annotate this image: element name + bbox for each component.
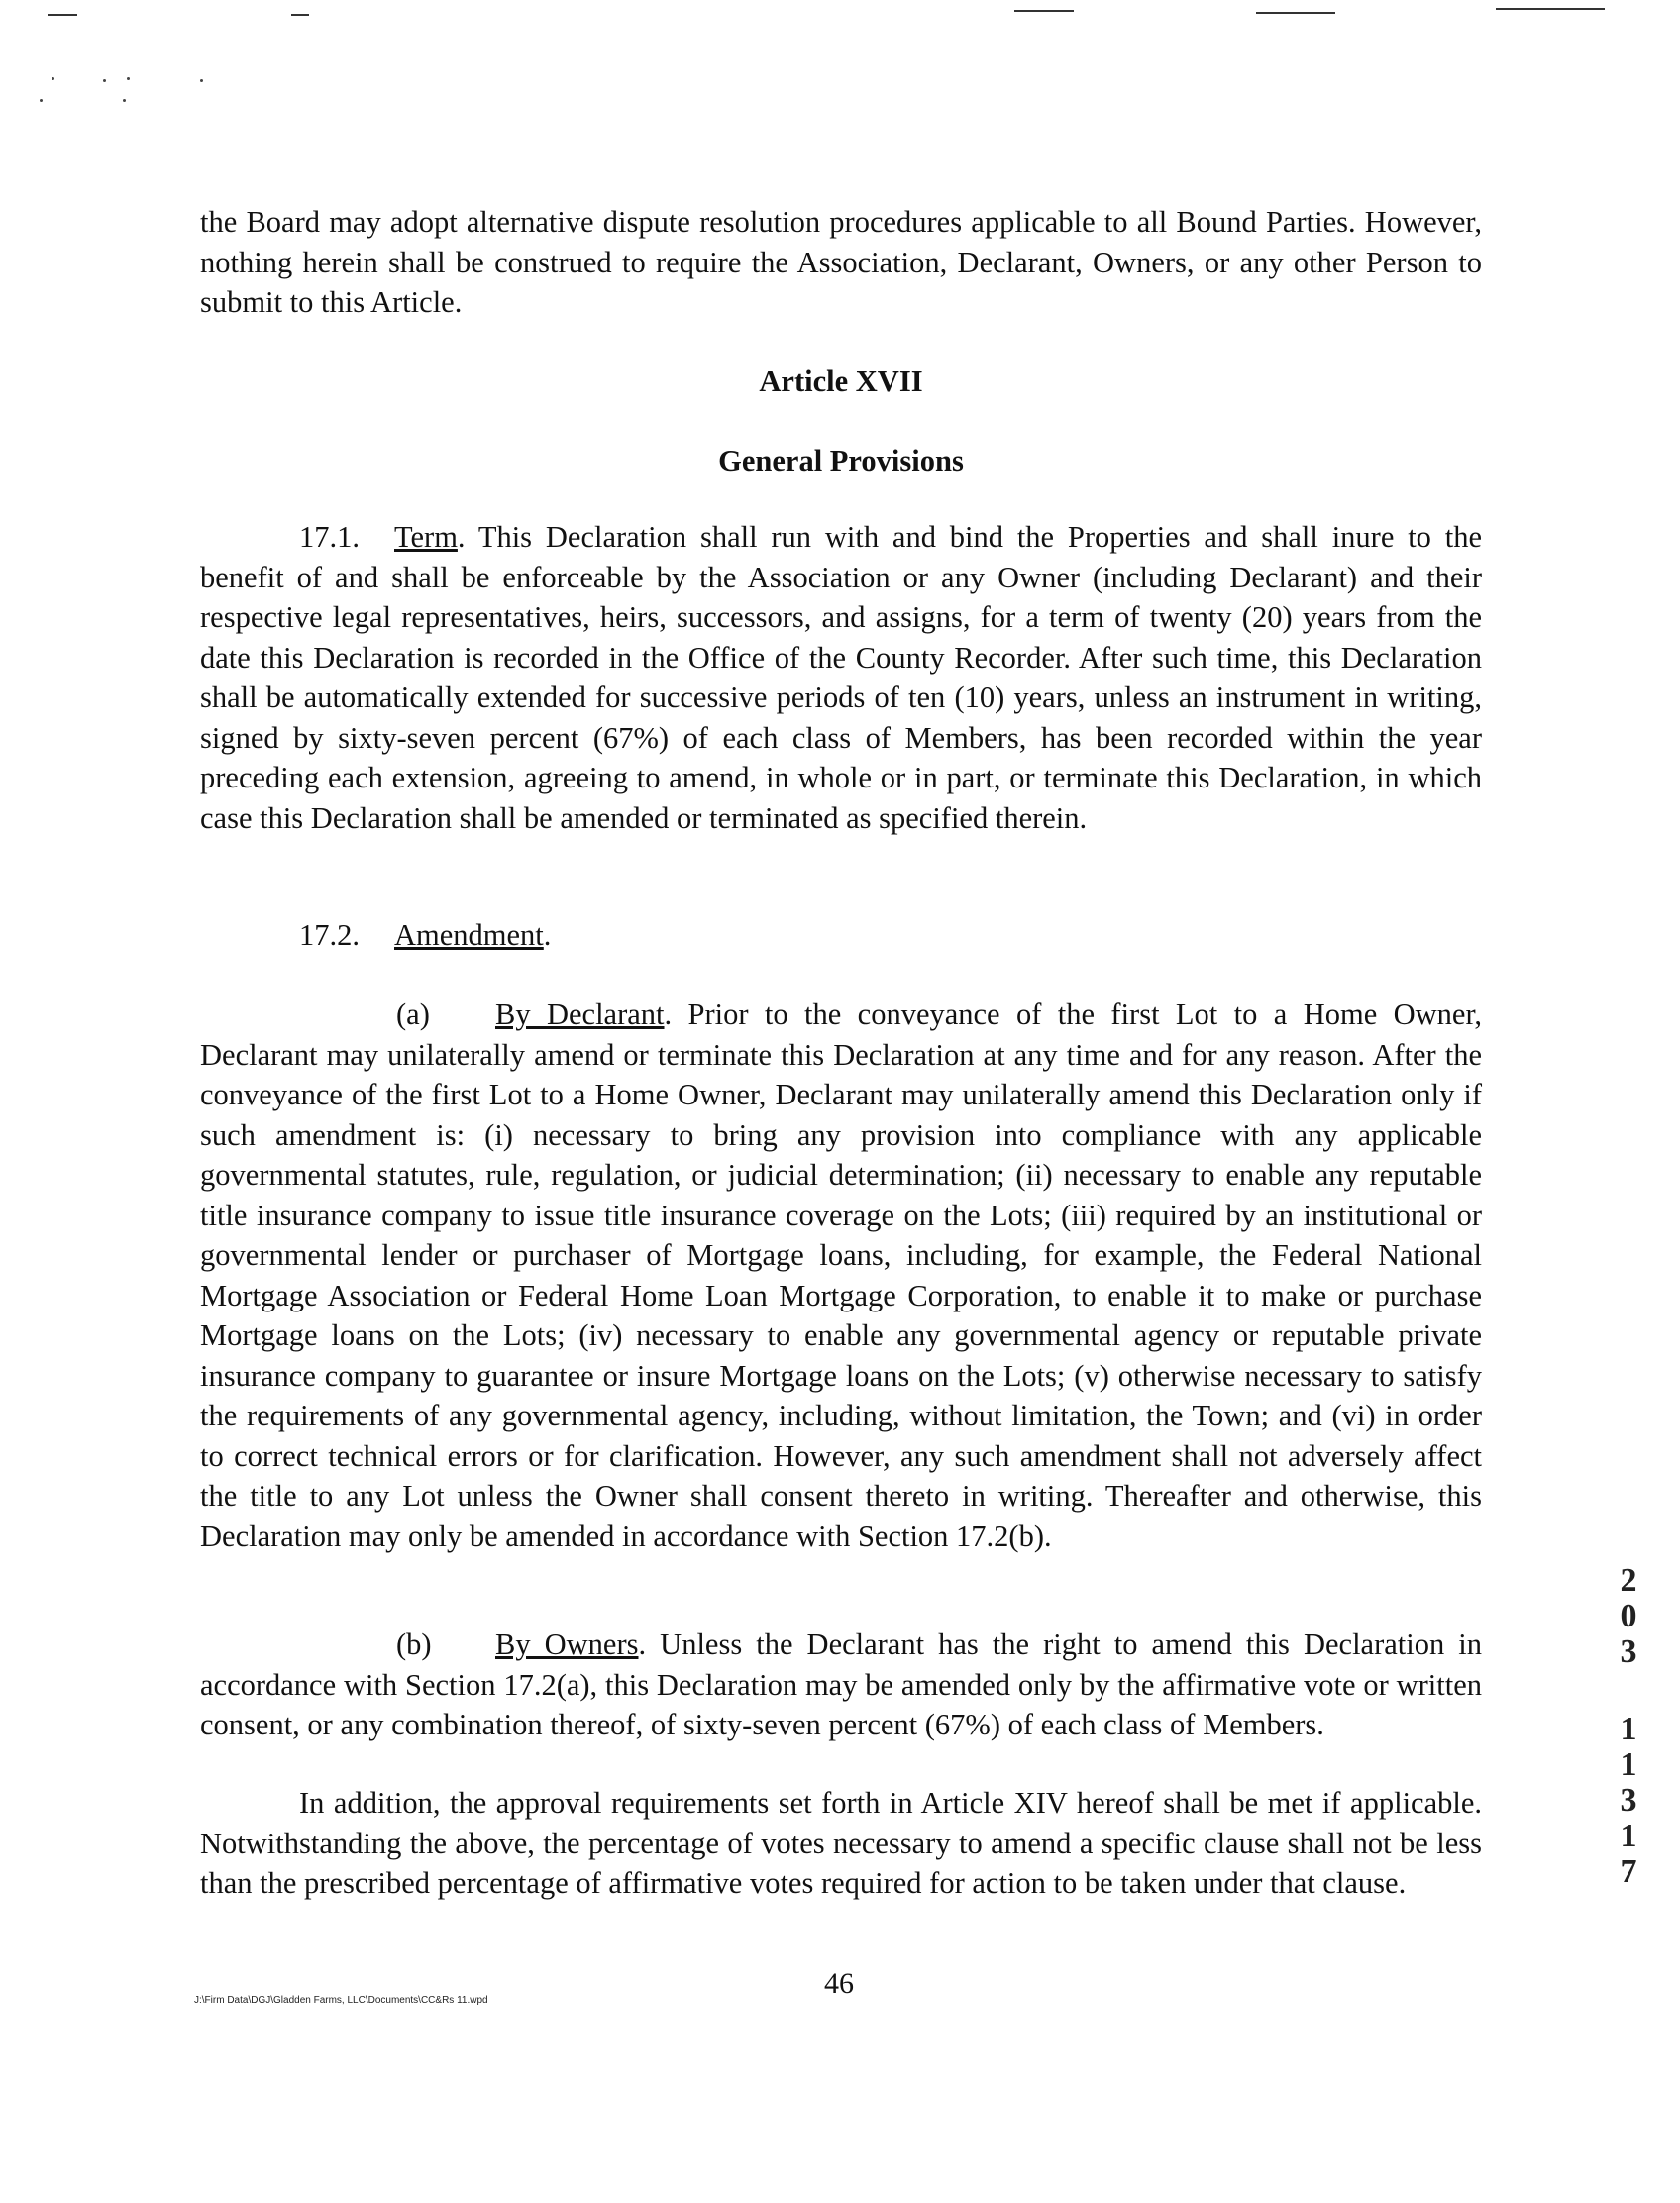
section-number: 17.1. (299, 520, 360, 554)
subsection-title: By Declarant (495, 997, 665, 1031)
scan-artifact-dot (52, 77, 54, 80)
stamp-digit: 0 (1620, 1598, 1637, 1634)
continuation-paragraph: the Board may adopt alternative dispute resolution procedures applicable to all Bound Parties. However, nothing herein shall be construed to require the Association, Declarant, Owners, or any other Person to submit to this Article. (200, 205, 1482, 319)
stamp-digit: 3 (1620, 1633, 1637, 1670)
scan-artifact-line (1014, 10, 1074, 12)
subsection-label: (b) (396, 1627, 432, 1661)
article-title: Article XVII (759, 365, 923, 398)
section-title: Term (394, 520, 458, 554)
stamp-digit: 2 (1620, 1562, 1637, 1599)
subsection-text: Unless the Declarant has the right to amend this Declaration in accordance with Section 17.2(a), this Declaration may be amended only by the affirmative vote or written consent, or any combination thereof, of sixty-seven percent (67%) of each class of Members. (200, 1627, 1482, 1741)
side-recording-stamp (1599, 1563, 1658, 1890)
stamp-digit: 1 (1620, 1818, 1637, 1854)
stamp-digit: 3 (1620, 1782, 1637, 1819)
section-17-2: 17.2. Amendment. (200, 915, 1482, 956)
subsection-text: Prior to the conveyance of the first Lot to a Home Owner, Declarant may unilaterally amend or terminate this Declaration at any time and for any reason. After the conveyance of the first Lot to a Home Owner, Declarant may unilaterally amend this Declaration only if such amendment is: (i) necessary to bring any provision into compliance with any applicable governmental statutes, rule, regulation, or judicial determination; (ii) necessary to enable any reputable title insurance company to issue title insurance coverage on the Lots; (iii) required by an institutional or governmental lender or purchaser of Mortgage loans, including, for example, the Federal National Mortgage Association or Federal Home Loan Mortgage Corporation, to enable it to make or purchase Mortgage loans on the Lots; (iv) necessary to enable any governmental agency or reputable private insurance company to guarantee or insure Mortgage loans on the Lots; (v) otherwise necessary to satisfy the requirements of any governmental agency, including, without limitation, the Town; and (vi) in order to correct technical errors or for clarification. However, any such amendment shall not adversely affect the title to any Lot unless the Owner shall consent thereto in writing. Thereafter and otherwise, this Declaration may only be amended in accordance with Section 17.2(b). (200, 997, 1483, 1553)
scan-artifact-dot (103, 79, 106, 82)
subsection-title: By Owners (495, 1627, 639, 1661)
subsection-a: (a) By Declarant. Prior to the conveyance of the first Lot to a Home Owner, Declarant may unilaterally amend or terminate this Declaration at any time and for any reason. After the conveyance of the first Lot to a Home Owner, Declarant may unilaterally amend this Declaration only if such amendment is: (i) necessary to bring any provision into compliance with any applicable governmental statutes, rule, regulation, or judicial determination; (ii) necessary to enable any reputable title insurance company to issue title insurance coverage on the Lots; (iii) required by an institutional or governmental lender or purchaser of Mortgage loans, including, for example, the Federal National Mortgage Association or Federal Home Loan Mortgage Corporation, to enable it to make or purchase Mortgage loans on the Lots; (iv) necessary to enable any governmental agency or reputable private insurance company to guarantee or insure Mortgage loans on the Lots; (v) otherwise necessary to satisfy the requirements of any governmental agency, including, without limitation, the Town; and (vi) in order to correct technical errors or for clarification. However, any such amendment shall not adversely affect the title to any Lot unless the Owner shall consent thereto in writing. Thereafter and otherwise, this Declaration may only be amended in accordance with Section 17.2(b). (200, 995, 1482, 1556)
scan-artifact-line (48, 14, 77, 16)
addition-paragraph: In addition, the approval requirements set forth in Article XIV hereof shall be met if applicable. Notwithstanding the above, the percentage of votes necessary to amend a specific clause shall not be less than the prescribed percentage of affirmative votes required for action to be taken under that clause. (200, 1786, 1482, 1900)
stamp-digit: 1 (1620, 1746, 1637, 1783)
article-subtitle: General Provisions (718, 444, 964, 477)
section-text: This Declaration shall run with and bind the Properties and shall inure to the benefit of and shall be enforceable by the Association or any Owner (including Declarant) and their respective legal representatives, heirs, successors, and assigns, for a term of twenty (20) years from the date this Declaration is recorded in the Office of the County Recorder. After such time, this Declaration shall be automatically extended for successive periods of ten (10) years, unless an instrument in writing, signed by sixty-seven percent (67%) of each class of Members, has been recorded within the year preceding each extension, agreeing to amend, in whole or in part, or terminate this Declaration, in which case this Declaration shall be amended or terminated as specified therein. (200, 520, 1482, 835)
scan-artifact-dot (40, 99, 43, 102)
scan-artifact-line (291, 14, 309, 16)
scan-artifact-dot (200, 79, 203, 82)
section-17-1: 17.1. Term. This Declaration shall run with and bind the Properties and shall inure to the benefit of and shall be enforceable by the Association or any Owner (including Declarant) and their respective legal representatives, heirs, successors, and assigns, for a term of twenty (20) years from the date this Declaration is recorded in the Office of the County Recorder. After such time, this Declaration shall be automatically extended for successive periods of ten (10) years, unless an instrument in writing, signed by sixty-seven percent (67%) of each class of Members, has been recorded within the year preceding each extension, agreeing to amend, in whole or in part, or terminate this Declaration, in which case this Declaration shall be amended or terminated as specified therein. (200, 517, 1482, 838)
section-title: Amendment (394, 918, 544, 952)
stamp-digit: 1 (1620, 1711, 1637, 1747)
scan-artifact-dot (127, 77, 130, 80)
page-number: 46 (824, 1967, 854, 2000)
stamp-digit: 7 (1620, 1853, 1637, 1890)
scan-artifact-dot (123, 99, 126, 102)
subsection-b: (b) By Owners. Unless the Declarant has the right to amend this Declaration in accordance with Section 17.2(a), this Declaration may be amended only by the affirmative vote or written consent, or any combination thereof, of sixty-seven percent (67%) of each class of Members. (200, 1625, 1482, 1745)
section-number: 17.2. (299, 918, 360, 952)
subsection-label: (a) (396, 997, 430, 1031)
scan-artifact-line (1496, 8, 1605, 10)
scan-artifact-line (1256, 12, 1335, 14)
footer-file-path: J:\Firm Data\DGJ\Gladden Farms, LLC\Documents\CC&Rs 11.wpd (194, 1995, 488, 2006)
